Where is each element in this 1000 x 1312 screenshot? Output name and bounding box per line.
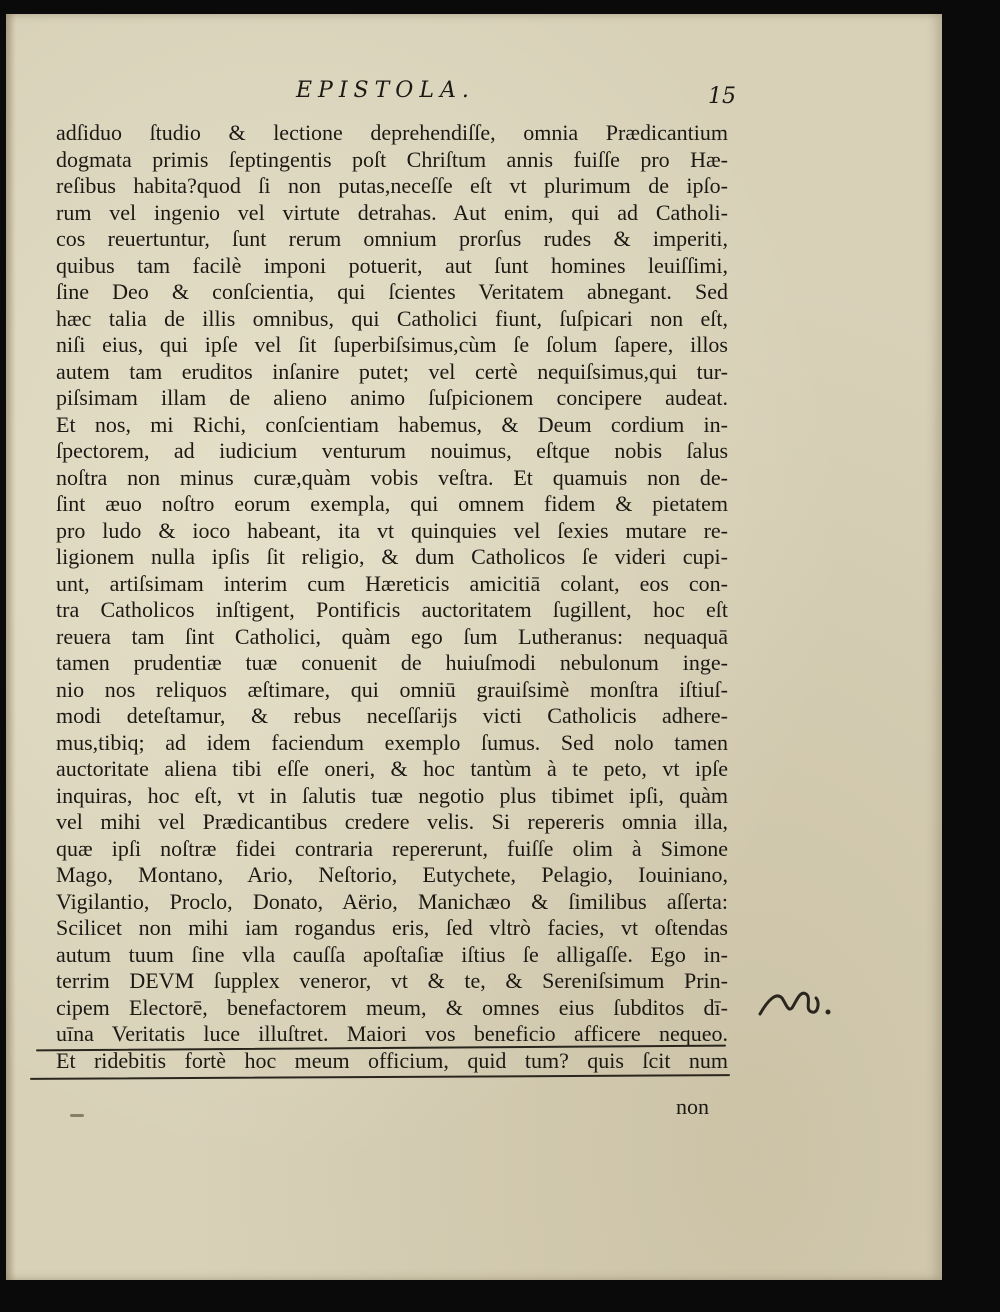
running-head: EPISTOLA. bbox=[296, 78, 475, 103]
text-line: modi deteſtamur, & rebus neceſſarijs victi Catholicis adhere- bbox=[56, 703, 728, 728]
text-line: ligionem nulla ipſis ſit religio, & dum Catholicos ſe videri cupi- bbox=[56, 544, 728, 569]
text-line: dogmata primis ſeptingentis poſt Chriſtum annis fuiſſe pro Hæ- bbox=[56, 146, 728, 172]
text-line: tamen prudentiæ tuæ conuenit de huiuſmodi nebulonum inge- bbox=[56, 650, 728, 675]
text-line: Mago, Montano, Ario, Neſtorio, Eutychete, Pelagio, Iouiniano, bbox=[56, 862, 728, 887]
text-line: ſint æuo noſtro eorum exempla, qui omnem fidem & pietatem bbox=[56, 491, 728, 516]
body-text bbox=[56, 120, 728, 1074]
text-line: ſpectorem, ad iudicium venturum nouimus, eſtque nobis ſalus bbox=[56, 438, 728, 463]
text-line: quæ ipſi noſtræ fidei contraria repererunt, fuiſſe olim à Simone bbox=[56, 835, 728, 861]
text-line: Scilicet non mihi iam rogandus eris, ſed vltrò facies, vt oſtendas bbox=[56, 915, 728, 940]
text-line: reſibus habita?quod ſi non putas,neceſſe eſt vt plurimum de ipſo- bbox=[56, 173, 728, 198]
text-line: terrim DEVM ſupplex veneror, vt & te, & Sereniſsimum Prin- bbox=[56, 968, 728, 993]
text-line: quibus tam facilè imponi potuerit, aut ſunt homines leuiſſimi, bbox=[56, 252, 728, 278]
text-line: noſtra non minus curæ,quàm vobis veſtra. Et quamuis non de- bbox=[56, 464, 728, 490]
text-line: Et nos, mi Richi, conſcientiam habemus, & Deum cordium in- bbox=[56, 411, 728, 437]
text-line: nio nos reliquos æſtimare, qui omniū grauiſsimè monſtra iſtiuſ- bbox=[56, 676, 728, 702]
text-line: reuera tam ſint Catholici, quàm ego ſum Lutheranus: nequaquā bbox=[56, 623, 728, 649]
text-line: unt, artiſsimam interim cum Hæreticis amicitiā colant, eos con- bbox=[56, 570, 728, 596]
text-line: niſi eius, qui ipſe vel ſit ſuperbiſsimus,cùm ſe ſolum ſapere, illos bbox=[56, 332, 728, 357]
text-line: uīna Veritatis luce illuſtret. Maiori vos beneficio afficere nequeo. bbox=[56, 1021, 728, 1046]
text-line: autem tam eruditos inſanire putet; vel certè nequiſsimus,qui tur- bbox=[56, 358, 728, 384]
text-line: vel mihi vel Prædicantibus credere velis. Si repereris omnia illa, bbox=[56, 809, 728, 834]
page-gutter-shadow bbox=[6, 14, 16, 1280]
text-line: hæc talia de illis omnibus, qui Catholici fiunt, ſuſpicari non eſt, bbox=[56, 305, 728, 331]
text-line: Et ridebitis fortè hoc meum officium, quid tum? quis ſcit num bbox=[56, 1047, 728, 1073]
text-line: rum vel ingenio vel virtute detrahas. Aut enim, qui ad Catholi- bbox=[56, 199, 728, 225]
text-line: autum tuum ſine vlla cauſſa apoſtaſiæ iſtius ſe alligaſſe. Ego in- bbox=[56, 941, 728, 967]
text-line: Vigilantio, Proclo, Donato, Aërio, Manichæo & ſimilibus aſſerta: bbox=[56, 888, 728, 914]
text-line: auctoritate aliena tibi eſſe oneri, & hoc tantùm à te peto, vt ipſe bbox=[56, 756, 728, 781]
book-page bbox=[6, 14, 942, 1280]
text-line: mus,tibiq; ad idem faciendum exemplo ſumus. Sed nolo tamen bbox=[56, 729, 728, 755]
text-line: inquiras, hoc eſt, vt in ſalutis tuæ negotio plus tibimet ipſi, quàm bbox=[56, 782, 728, 808]
text-line: piſsimam illam de alieno animo ſuſpicionem concipere audeat. bbox=[56, 385, 728, 410]
marginal-nota-bene-mark bbox=[756, 984, 836, 1024]
text-line: adſiduo ſtudio & lectione deprehendiſſe, omnia Prædicantium bbox=[56, 120, 728, 145]
ink-speck bbox=[70, 1114, 84, 1117]
text-line: cipem Electorē, benefactorem meum, & omnes eius ſubditos dī- bbox=[56, 994, 728, 1020]
page-number: 15 bbox=[708, 84, 736, 109]
text-line: tra Catholicos inſtigent, Pontificis auctoritatem ſugillent, hoc eſt bbox=[56, 597, 728, 622]
catchword: non bbox=[676, 1094, 709, 1119]
text-line: cos reuertuntur, ſunt rerum omnium prorſus rudes & imperiti, bbox=[56, 226, 728, 251]
text-line: ſine Deo & conſcientia, qui ſcientes Veritatem abnegant. Sed bbox=[56, 279, 728, 304]
text-line: pro ludo & ioco habeant, ita vt quinquies vel ſexies mutare re- bbox=[56, 517, 728, 543]
handwritten-underline bbox=[30, 1074, 730, 1080]
